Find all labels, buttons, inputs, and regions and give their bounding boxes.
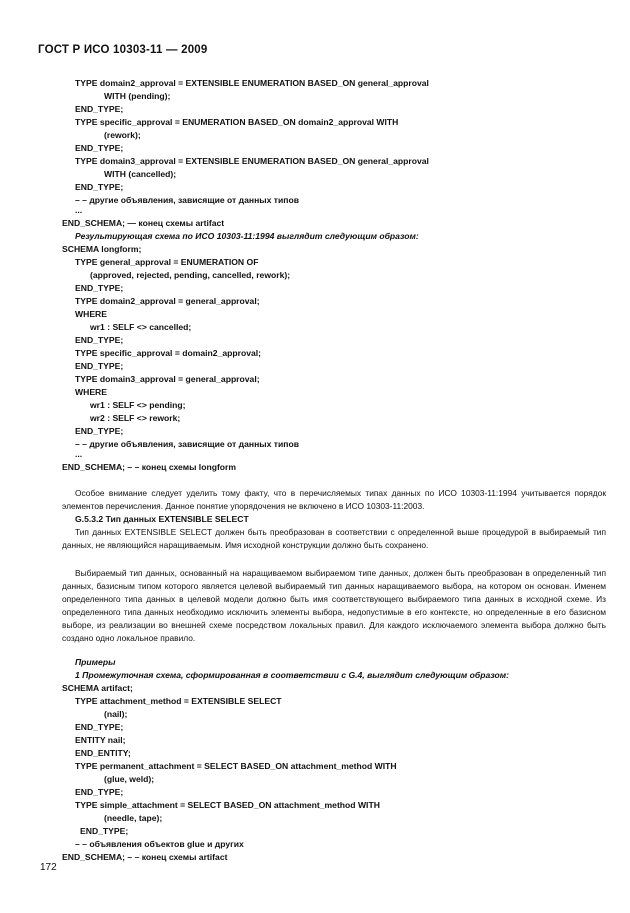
code-comment: – – другие объявления, зависящие от данных типов — [75, 439, 299, 449]
code-line: END_TYPE; — [80, 826, 129, 836]
code-line: (glue, weld); — [104, 774, 155, 784]
paragraph: Особое внимание следует уделить тому факту, что в перечисляемых типах данных по ИСО 10303-11:1994 учитывается порядок элементов перечисления. Данное понятие упорядочения не включено в ИСО 10303-11:2003. — [62, 488, 606, 511]
code-line: ENTITY nail; — [75, 735, 126, 745]
code-line: (needle, tape); — [104, 813, 163, 823]
code-line: END_ENTITY; — [75, 748, 131, 758]
code-line: TYPE domain2_approval = EXTENSIBLE ENUMERATION BASED_ON general_approval — [75, 78, 429, 88]
code-comment: – – другие объявления, зависящие от данных типов — [75, 195, 299, 205]
code-line: TYPE domain2_approval = general_approval; — [75, 296, 260, 306]
paragraph: Выбираемый тип данных, основанный на наращиваемом выбираемом типе данных, должен быть преобразован в определенный тип данных, базисным типом которого является целевой выбираемый тип данных наращиваемого выбора, на котором он основан. Именем определенного типа данных в целевой модели должно быть имя соответствующего выбираемого типа данных в исходной схеме. Из определенного типа данных необходимо исключить элементы выбора, недопустимые в его контексте, но определенные в его базисном выборе, из реализации во внешней схеме посредством локальных правил. Для каждого исключаемого элемента выбора должно быть создано одно локальное правило. — [62, 568, 606, 643]
code-line: WHERE — [75, 309, 107, 319]
code-line: TYPE domain3_approval = EXTENSIBLE ENUMERATION BASED_ON general_approval — [75, 156, 429, 166]
code-line: END_TYPE; — [75, 143, 124, 153]
code-line: END_TYPE; — [75, 361, 124, 371]
code-line: wr1 : SELF <> cancelled; — [90, 322, 192, 332]
code-line: TYPE specific_approval = domain2_approval; — [75, 348, 262, 358]
code-line: END_SCHEMA; – – конец схемы artifact — [62, 852, 228, 862]
code-line: END_TYPE; — [75, 182, 124, 192]
code-line: SCHEMA longform; — [62, 244, 142, 254]
result-caption: Результирующая схема по ИСО 10303-11:1994 выглядит следующим образом: — [75, 231, 419, 241]
paragraph: Тип данных EXTENSIBLE SELECT должен быть преобразован в соответствии с определенной выше процедурой в выбираемый тип данных, не являющийся наращиваемым. Имя исходной конструкции должно быть сохранено. — [62, 527, 606, 550]
code-line: END_TYPE; — [75, 283, 124, 293]
code-line: WHERE — [75, 387, 107, 397]
code-line: TYPE domain3_approval = general_approval; — [75, 374, 260, 384]
code-line: (approved, rejected, pending, cancelled, rework); — [90, 270, 291, 280]
code-ellipsis: ... — [75, 449, 83, 459]
code-line: TYPE specific_approval = ENUMERATION BASED_ON domain2_approval WITH — [75, 117, 399, 127]
code-line: SCHEMA artifact; — [62, 683, 133, 693]
examples-label: Примеры — [75, 657, 116, 667]
example-caption: 1 Промежуточная схема, сформированная в соответствии с G.4, выглядит следующим образом: — [75, 670, 509, 680]
code-line: (rework); — [104, 130, 141, 140]
code-comment: – – объявления объектов glue и других — [75, 839, 244, 849]
code-line: TYPE simple_attachment = SELECT BASED_ON attachment_method WITH — [75, 800, 380, 810]
code-line: END_TYPE; — [75, 104, 124, 114]
code-line: WITH (pending); — [104, 91, 171, 101]
document-header: ГОСТ Р ИСО 10303-11 — 2009 — [38, 44, 208, 56]
code-line: wr2 : SELF <> rework; — [90, 413, 181, 423]
page-number: 172 — [40, 862, 57, 873]
code-line: WITH (cancelled); — [104, 169, 177, 179]
code-line: (nail); — [104, 709, 128, 719]
section-heading: G.5.3.2 Тип данных EXTENSIBLE SELECT — [75, 514, 249, 524]
code-line: TYPE attachment_method = EXTENSIBLE SELECT — [75, 696, 282, 706]
code-ellipsis: ... — [75, 205, 83, 215]
code-line: wr1 : SELF <> pending; — [90, 400, 186, 410]
code-line: TYPE general_approval = ENUMERATION OF — [75, 257, 259, 267]
code-line: END_SCHEMA; – – конец схемы longform — [62, 462, 237, 472]
code-line: END_SCHEMA; — конец схемы artifact — [62, 218, 225, 228]
code-line: END_TYPE; — [75, 426, 124, 436]
code-line: END_TYPE; — [75, 722, 124, 732]
code-line: END_TYPE; — [75, 787, 124, 797]
code-line: END_TYPE; — [75, 335, 124, 345]
code-line: TYPE permanent_attachment = SELECT BASED_ON attachment_method WITH — [75, 761, 397, 771]
